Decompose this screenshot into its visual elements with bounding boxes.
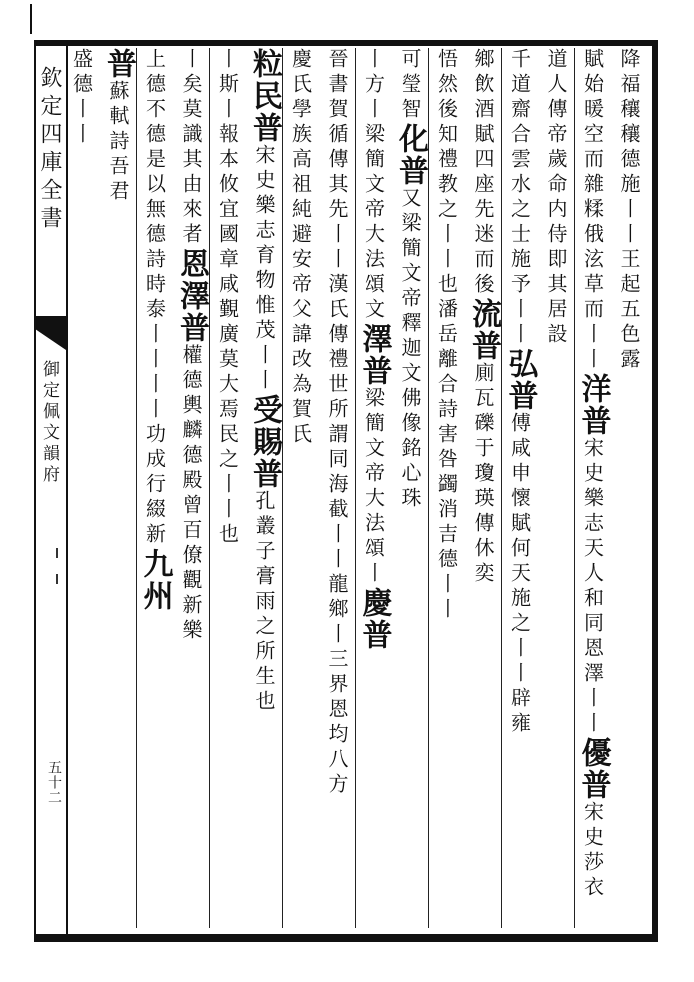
column-rule	[501, 48, 502, 928]
text-column	[247, 48, 282, 928]
column-text: 丨矣莫識其由來者	[179, 48, 203, 248]
text-column	[575, 48, 611, 928]
column-text: 梁簡文帝大法頌文	[361, 123, 386, 323]
column-text: 降福穰穰德施丨丨王起五色露	[617, 48, 641, 373]
column-text: 慶氏學族高祖純避安帝父諱改為賀氏	[288, 48, 313, 448]
column-text: 同海截丨丨龍鄉	[325, 448, 349, 623]
headword: 洋普	[575, 373, 611, 437]
column-rule	[574, 48, 575, 928]
column-text: 丨方丨	[361, 48, 386, 123]
text-column	[356, 48, 392, 928]
column-text: 宋史莎衣	[580, 801, 605, 901]
left-border	[34, 40, 36, 942]
headword: 受賜普	[247, 394, 282, 490]
text-column	[137, 48, 173, 928]
column-text: 丨斯丨報本攸宜國章咸覲	[215, 48, 240, 323]
text-column	[432, 48, 462, 928]
headword: 澤普	[356, 323, 392, 387]
column-rule	[355, 48, 356, 928]
headword: 九州	[137, 548, 173, 612]
margin-dash	[56, 574, 58, 584]
headword: 流普	[466, 298, 501, 362]
column-text: 傅咸申懷賦何天施之丨丨辟雍	[507, 412, 532, 737]
headword: 普	[101, 48, 136, 80]
book-title: 御定佩文韻府	[39, 360, 59, 486]
text-column	[466, 48, 501, 928]
column-text: 廁瓦礫于瓊瑛傳休奕	[471, 362, 495, 587]
text-column	[213, 48, 243, 928]
column-text: 上德不德是以無德	[142, 48, 167, 248]
headword: 恩澤普	[174, 248, 209, 344]
text-column	[101, 48, 136, 928]
column-text: 權德輿麟德殿曾百僚觀新樂	[179, 344, 203, 644]
column-text: 宋史樂志育物惟茂丨丨	[252, 144, 276, 394]
column-text: 鄉飲酒賦四座先迷而後	[471, 48, 495, 298]
column-rule	[209, 48, 210, 928]
text-column	[174, 48, 209, 928]
column-text: 盛德丨丨	[69, 48, 94, 148]
right-border	[652, 40, 658, 942]
headword: 慶普	[356, 587, 392, 651]
column-text: 蘇軾詩吾君	[106, 80, 130, 205]
headword: 粒民普	[247, 48, 282, 144]
column-text: 詩時泰丨丨丨丨功成行綴新	[142, 248, 167, 548]
column-text: 悟然後知禮教之丨丨也	[434, 48, 459, 298]
headword: 優普	[575, 737, 611, 801]
page-number: 五十二	[46, 760, 62, 805]
text-column	[286, 48, 316, 928]
column-text: 千道齋合雲水之士施予丨丨	[507, 48, 532, 348]
column-rule	[136, 48, 137, 928]
column-text: 晉書賀循傳其先丨丨漢氏傳禮世所謂	[325, 48, 349, 448]
headword: 弘普	[502, 348, 538, 412]
top-edge-mark	[30, 4, 32, 34]
column-text: 可瑩智	[398, 48, 422, 123]
text-column	[393, 48, 428, 928]
column-text: 孔叢子膏雨之所生也	[252, 490, 276, 715]
top-border	[34, 40, 658, 46]
text-column	[67, 48, 97, 928]
column-text: 丨三界恩均八方	[325, 623, 349, 798]
column-text: 又梁簡文帝釋迦文佛像銘心珠	[398, 187, 422, 512]
margin-dash	[56, 548, 58, 558]
text-column	[322, 48, 352, 928]
column-text: 賦始暖空而雜糅俄泫草而丨丨	[580, 48, 605, 373]
bottom-border	[34, 934, 658, 942]
text-column	[541, 48, 571, 928]
column-text: 潘岳離合詩害咎蠲消吉德丨丨	[434, 298, 459, 623]
fold-mark	[36, 316, 66, 350]
text-column	[614, 48, 644, 928]
headword: 化普	[393, 123, 428, 187]
column-text: 梁簡文帝大法頌丨	[361, 387, 386, 587]
book-collection-title: 欽定四庫全書	[37, 66, 62, 234]
column-text: 道人傳帝歲命内侍即其居設	[544, 48, 568, 348]
text-column	[502, 48, 538, 928]
column-text: 廣莫大焉民之丨丨也	[215, 323, 240, 548]
column-text: 宋史樂志天人和同恩澤丨丨	[580, 437, 605, 737]
